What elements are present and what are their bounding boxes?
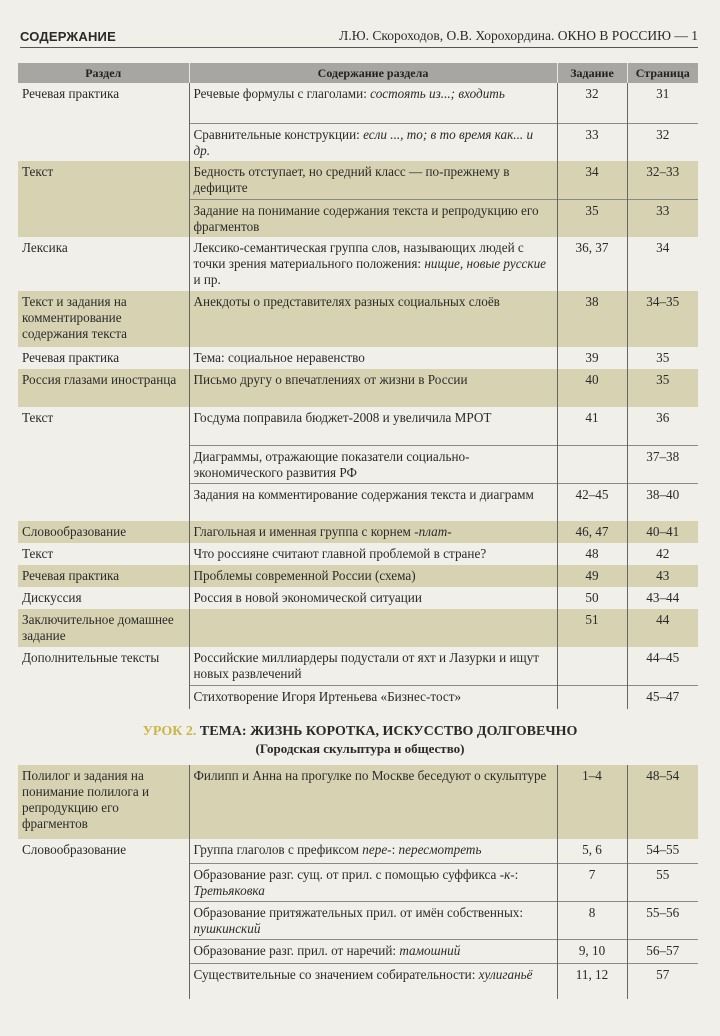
row-section: Текст и задания на комментирование содержания текста (18, 291, 189, 347)
row-page: 35 (627, 369, 698, 407)
row-page: 57 (627, 963, 698, 999)
row-task: 34 (557, 161, 627, 199)
lesson-subtitle: (Городская скульптура и общество) (255, 741, 465, 756)
table-row (18, 543, 698, 565)
row-section: Лексика (22, 240, 68, 255)
row-content: Речевые формулы с глаголами: состоять из...; входить (189, 83, 557, 123)
row-content: Письмо другу о впечатлениях от жизни в России (189, 369, 557, 407)
row-section: Текст (18, 161, 189, 199)
table-row (18, 647, 698, 685)
row-task: 8 (557, 901, 627, 939)
row-task: 11, 12 (557, 963, 627, 999)
table-row (18, 609, 698, 647)
row-page: 43 (627, 565, 698, 587)
row-task: 35 (557, 199, 627, 237)
row-task: 51 (557, 609, 627, 647)
lesson2-body (18, 765, 698, 999)
row-section: Текст (22, 546, 54, 561)
row-section: Словообразование (18, 521, 189, 543)
row-section (18, 123, 189, 161)
table-header-row (18, 63, 698, 83)
row-task: 46, 47 (557, 521, 627, 543)
row-section (18, 901, 189, 939)
row-content: Госдума поправила бюджет-2008 и увеличила МРОТ (189, 407, 557, 445)
table-row (18, 685, 698, 709)
row-content: Что россияне считают главной проблемой в стране? (189, 543, 557, 565)
table-row (18, 521, 698, 543)
row-task: 33 (557, 123, 627, 161)
table-row (18, 565, 698, 587)
row-section: Текст (22, 410, 54, 425)
row-page: 44 (627, 609, 698, 647)
col-header-section: Раздел (18, 63, 189, 83)
table-row (18, 765, 698, 839)
row-content: Сравнительные конструкции: если ..., то; в то время как... и др. (189, 123, 557, 161)
row-page: 56–57 (627, 939, 698, 963)
row-content: Диаграммы, отражающие показатели социально-экономического развития РФ (189, 445, 557, 483)
row-task (557, 445, 627, 483)
row-page: 36 (627, 407, 698, 445)
table-row (18, 291, 698, 347)
lesson-number: УРОК 2. (142, 724, 197, 739)
row-page: 35 (627, 347, 698, 369)
row-page: 48–54 (627, 765, 698, 839)
row-task: 50 (557, 587, 627, 609)
col-header-content: Содержание раздела (189, 63, 557, 83)
row-content: Проблемы современной России (схема) (189, 565, 557, 587)
row-content: Тема: социальное неравенство (189, 347, 557, 369)
table-row (18, 237, 698, 291)
row-section: Речевая практика (18, 565, 189, 587)
row-page: 45–47 (627, 685, 698, 709)
row-task: 40 (557, 369, 627, 407)
page-header (20, 26, 698, 48)
row-page: 55 (627, 863, 698, 901)
row-section (18, 445, 189, 483)
row-page: 54–55 (627, 839, 698, 863)
row-section (18, 939, 189, 963)
row-section (18, 863, 189, 901)
row-content: Группа глаголов с префиксом пере-: пересмотреть (189, 839, 557, 863)
row-section: Дополнительные тексты (22, 650, 160, 665)
row-task: 9, 10 (557, 939, 627, 963)
row-content: Образование разг. прил. от наречий: тамошний (189, 939, 557, 963)
row-section: Словообразование (22, 842, 127, 857)
row-page: 32 (627, 123, 698, 161)
row-section: Полилог и задания на понимание полилога и репродукцию его фрагментов (18, 765, 189, 839)
table-row (18, 199, 698, 237)
row-page: 31 (627, 83, 698, 123)
row-task: 49 (557, 565, 627, 587)
col-header-task: Задание (557, 63, 627, 83)
row-task: 36, 37 (557, 237, 627, 291)
row-content: Задание на понимание содержания текста и репродукцию его фрагментов (189, 199, 557, 237)
table-row (18, 369, 698, 407)
contents-body (18, 83, 698, 709)
row-content: Задания на комментирование содержания текста и диаграмм (189, 483, 557, 521)
row-page: 38–40 (627, 483, 698, 521)
contents-table (18, 63, 698, 709)
lesson-heading (0, 723, 720, 757)
row-task: 5, 6 (557, 839, 627, 863)
row-content: Глагольная и именная группа с корнем -плат- (189, 521, 557, 543)
row-task: 42–45 (557, 483, 627, 521)
col-header-page: Страница (627, 63, 698, 83)
table-row (18, 407, 698, 445)
running-title: Л.Ю. Скороходов, О.В. Хорохордина. ОКНО В РОССИЮ — 1 (339, 28, 698, 43)
row-content: Образование разг. сущ. от прил. с помощью суффикса -к-: Третьяковка (189, 863, 557, 901)
row-page: 37–38 (627, 445, 698, 483)
row-content: Лексико-семантическая группа слов, называющих людей с точки зрения материального положения: нищие, новые русские и пр. (189, 237, 557, 291)
row-section (18, 685, 189, 709)
row-page: 40–41 (627, 521, 698, 543)
row-page: 43–44 (627, 587, 698, 609)
table-row (18, 483, 698, 521)
section-title: СОДЕРЖАНИЕ (20, 29, 116, 44)
table-row (18, 839, 698, 863)
row-task: 32 (557, 83, 627, 123)
row-section: Россия глазами иностранца (18, 369, 189, 407)
row-section (18, 483, 189, 521)
row-page: 32–33 (627, 161, 698, 199)
row-page: 42 (627, 543, 698, 565)
row-page: 55–56 (627, 901, 698, 939)
table-row (18, 901, 698, 939)
lesson2-table (18, 765, 698, 999)
row-page: 33 (627, 199, 698, 237)
row-task (557, 685, 627, 709)
row-content: Существительные со значением собирательности: хулиганьё (189, 963, 557, 999)
row-page: 44–45 (627, 647, 698, 685)
row-task: 1–4 (557, 765, 627, 839)
row-content: Анекдоты о представителях разных социальных слоёв (189, 291, 557, 347)
row-section (18, 199, 189, 237)
table-row (18, 347, 698, 369)
row-task: 7 (557, 863, 627, 901)
row-task: 39 (557, 347, 627, 369)
row-content: Стихотворение Игоря Иртеньева «Бизнес-тост» (189, 685, 557, 709)
row-section: Заключительное домашнее задание (18, 609, 189, 647)
row-content: Образование притяжательных прил. от имён собственных: пушкинский (189, 901, 557, 939)
row-section (18, 963, 189, 999)
row-task (557, 647, 627, 685)
row-page: 34 (627, 237, 698, 291)
table-row (18, 123, 698, 161)
table-row (18, 587, 698, 609)
lesson-title: ТЕМА: ЖИЗНЬ КОРОТКА, ИСКУССТВО ДОЛГОВЕЧНО (199, 724, 578, 739)
row-section: Речевая практика (22, 350, 120, 365)
row-content (189, 609, 557, 647)
table-row (18, 161, 698, 199)
table-row (18, 939, 698, 963)
row-content: Россия в новой экономической ситуации (189, 587, 557, 609)
table-row (18, 963, 698, 999)
row-page: 34–35 (627, 291, 698, 347)
row-task: 38 (557, 291, 627, 347)
table-row (18, 445, 698, 483)
table-row (18, 863, 698, 901)
row-section: Речевая практика (22, 86, 120, 101)
row-content: Бедность отступает, но средний класс — по-прежнему в дефиците (189, 161, 557, 199)
row-task: 41 (557, 407, 627, 445)
row-task: 48 (557, 543, 627, 565)
row-content: Российские миллиардеры подустали от яхт и Лазурки и ищут новых развлечений (189, 647, 557, 685)
row-section: Дискуссия (22, 590, 82, 605)
table-row (18, 83, 698, 123)
row-content: Филипп и Анна на прогулке по Москве беседуют о скульптуре (189, 765, 557, 839)
